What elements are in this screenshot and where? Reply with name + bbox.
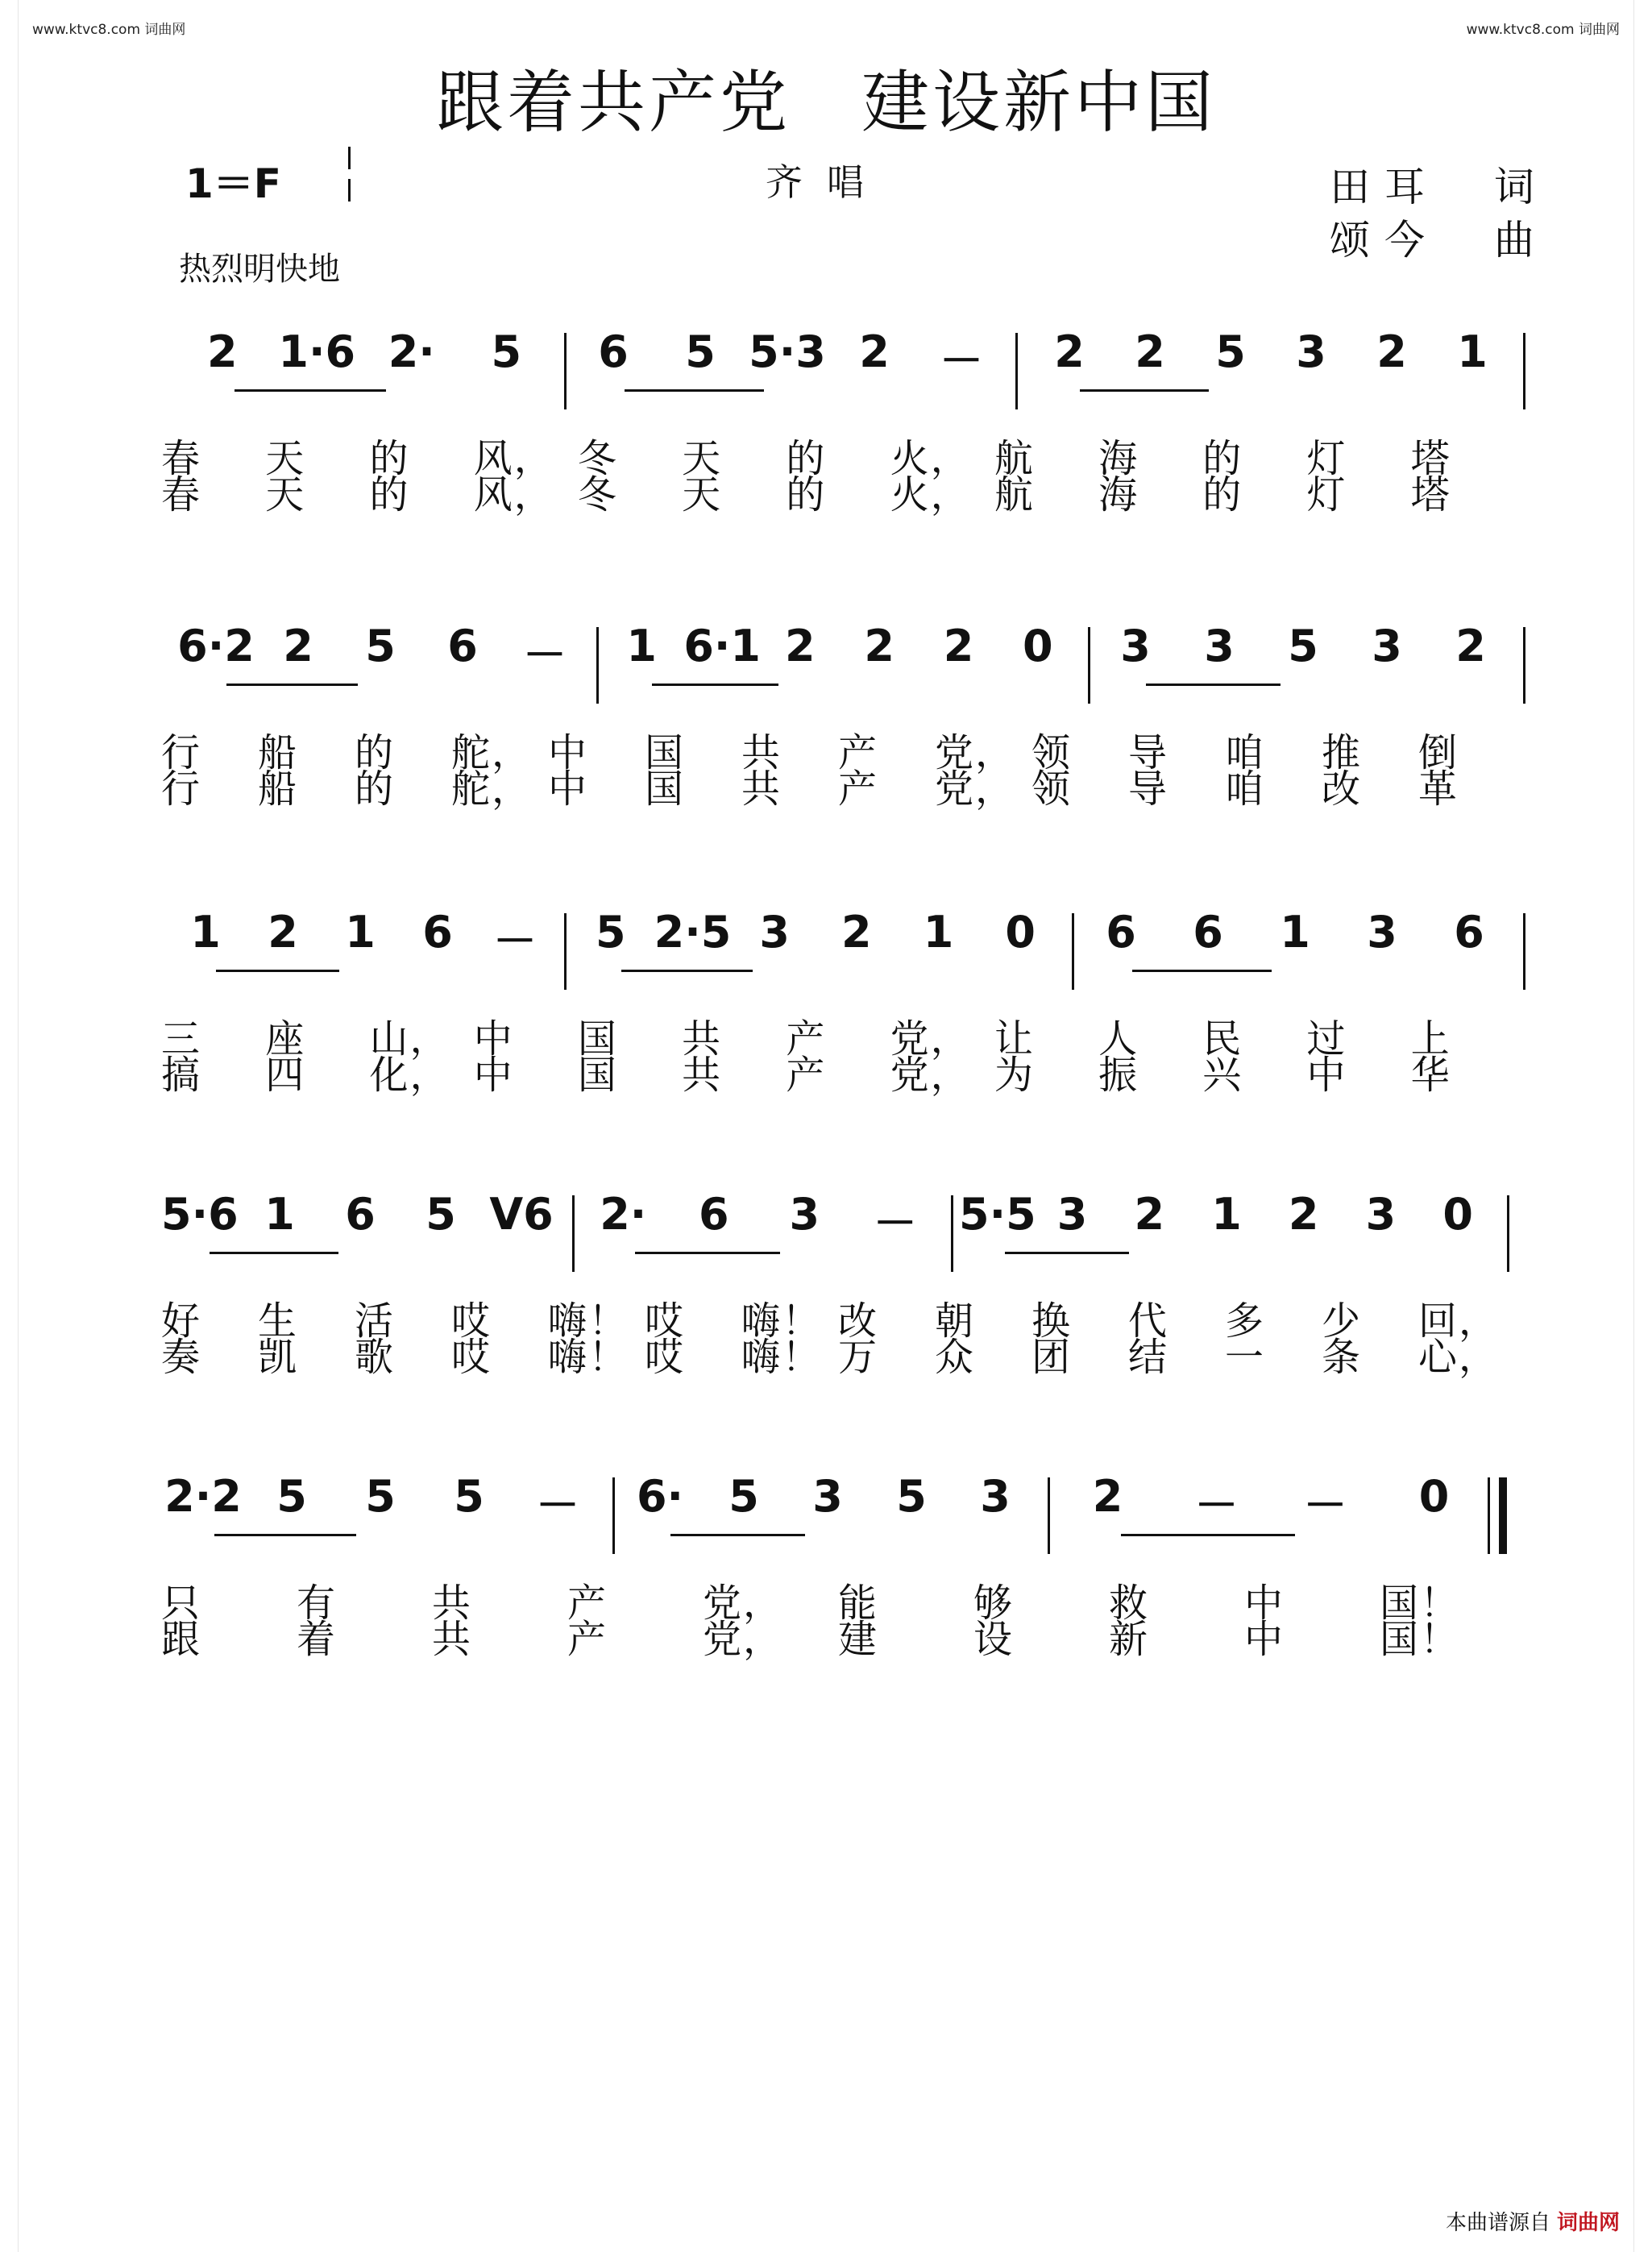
- lyric-syllable: 共: [432, 1581, 473, 1626]
- score-row: [153, 907, 1523, 1098]
- lyric-syllable: 代: [1128, 1298, 1169, 1344]
- lyric-syllable: 中: [1306, 1053, 1347, 1098]
- lyric-syllable: 哎: [451, 1335, 492, 1380]
- note: －: [536, 1480, 579, 1531]
- lyric-syllable: 少: [1322, 1298, 1363, 1344]
- note: 3: [1120, 621, 1151, 671]
- footer-brand: 词曲网: [1556, 2211, 1620, 2235]
- lyric-syllable: 灯: [1306, 472, 1347, 517]
- lyric-syllable: 党，: [890, 1016, 971, 1062]
- lyric-syllable: 火，: [890, 472, 971, 517]
- lyric-syllable: 嗨！: [741, 1298, 823, 1344]
- lyric-syllable: 党，: [703, 1581, 784, 1626]
- score-row: [153, 326, 1523, 517]
- note: 5: [425, 1189, 456, 1240]
- note: 2: [943, 621, 974, 671]
- lyric-syllable: 着: [297, 1617, 338, 1662]
- lyric-syllable: 兴: [1202, 1053, 1243, 1098]
- barline: [612, 1477, 615, 1554]
- lyric-syllable: 中: [473, 1053, 514, 1098]
- note: 1·6: [278, 326, 356, 377]
- tempo-marking: 热烈明快地: [179, 251, 340, 288]
- note: 6: [1106, 907, 1136, 958]
- barline: [1088, 627, 1090, 704]
- lyric-syllable: 搞: [161, 1053, 202, 1098]
- lyric-syllable: 国！: [1380, 1617, 1461, 1662]
- lyric-syllable: 跟: [161, 1617, 202, 1662]
- lyric-syllable: 团: [1031, 1335, 1073, 1380]
- beam-line: [214, 1534, 356, 1536]
- lyric-syllable: 新: [1109, 1617, 1150, 1662]
- lyric-syllable: 共: [682, 1053, 723, 1098]
- note: 2: [206, 326, 238, 377]
- note: 2: [283, 621, 313, 671]
- lyric-syllable: 过: [1306, 1016, 1347, 1062]
- note: 2·: [388, 326, 435, 377]
- lyric-syllable: 海: [1098, 436, 1139, 481]
- note: 6: [698, 1189, 729, 1240]
- note: 2: [864, 621, 894, 671]
- lyric-syllable: 够: [973, 1581, 1015, 1626]
- lyric-syllable: 塔: [1410, 436, 1451, 481]
- note: 5: [276, 1471, 307, 1522]
- note: 6: [1193, 907, 1223, 958]
- barline: [951, 1195, 953, 1272]
- note: 5: [1215, 326, 1246, 377]
- lyric-syllable: 设: [973, 1617, 1015, 1662]
- note: 1: [923, 907, 954, 958]
- lyric-syllable: 回，: [1418, 1298, 1500, 1344]
- beam-line: [1005, 1252, 1128, 1254]
- lyric-syllable: 只: [161, 1581, 202, 1626]
- lyric-syllable: 建: [838, 1617, 879, 1662]
- barline: [1523, 913, 1525, 990]
- lyric-syllable: 朝: [935, 1298, 976, 1344]
- note: 1: [264, 1189, 295, 1240]
- note: 6: [345, 1189, 376, 1240]
- note: 5·5: [959, 1189, 1036, 1240]
- right-margin-strip: [1633, 0, 1652, 2252]
- lyric-syllable: 天: [265, 472, 306, 517]
- beam-line: [625, 389, 764, 392]
- note: 5: [365, 1471, 396, 1522]
- note: 0: [1418, 1471, 1450, 1522]
- lyric-syllable: 船: [258, 767, 299, 812]
- note: 3: [980, 1471, 1011, 1522]
- lyric-syllable: 众: [935, 1335, 976, 1380]
- lyric-syllable: 春: [161, 472, 202, 517]
- barline: [1523, 333, 1525, 409]
- note: 3: [789, 1189, 820, 1240]
- beam-line: [216, 970, 340, 972]
- beam-line: [652, 683, 778, 686]
- note: 1: [190, 907, 221, 958]
- performance-mode: 齐唱: [766, 160, 888, 204]
- barline: [564, 913, 567, 990]
- lyric-syllable: 座: [265, 1016, 306, 1062]
- lyric-syllable: 产: [567, 1617, 608, 1662]
- lyric-syllable: 行: [161, 730, 202, 775]
- footer-source: [1446, 2206, 1620, 2236]
- beam-line: [226, 683, 358, 686]
- note: 2: [1455, 621, 1486, 671]
- lyric-syllable: 上: [1410, 1016, 1451, 1062]
- note: 5: [728, 1471, 759, 1522]
- beam-line: [210, 1252, 338, 1254]
- lyric-syllable: 的: [786, 472, 827, 517]
- lyric-syllable: 共: [682, 1016, 723, 1062]
- note: 3: [1367, 907, 1397, 958]
- lyric-syllable: 的: [355, 767, 396, 812]
- beam-line: [621, 970, 753, 972]
- lyric-syllable: 的: [786, 436, 827, 481]
- note: 6·1: [683, 621, 761, 671]
- lyric-syllable: 国: [577, 1053, 618, 1098]
- note: 6: [447, 621, 478, 671]
- lyric-syllable: 嗨！: [741, 1335, 823, 1380]
- lyric-syllable: 民: [1202, 1016, 1243, 1062]
- barline: [596, 627, 599, 704]
- note: 2: [1135, 326, 1165, 377]
- lyric-syllable: 多: [1225, 1298, 1266, 1344]
- note: 2: [841, 907, 872, 958]
- lyric-syllable: 航: [994, 472, 1035, 517]
- score-row: [153, 1471, 1523, 1662]
- note: 5·6: [161, 1189, 239, 1240]
- site-watermark-left: www.ktvc8.com 词曲网: [32, 22, 186, 38]
- note: 1: [1457, 326, 1488, 377]
- note: 0: [1023, 621, 1053, 671]
- lyric-syllable: 党，: [935, 767, 1016, 812]
- note: 5: [685, 326, 716, 377]
- lyric-syllable: 的: [369, 436, 410, 481]
- lyric-syllable: 塔: [1410, 472, 1451, 517]
- note: 1: [345, 907, 376, 958]
- note: 5: [596, 907, 626, 958]
- final-barline: [1499, 1477, 1507, 1554]
- lyric-syllable: 推: [1322, 730, 1363, 775]
- lyric-syllable: 咱: [1225, 767, 1266, 812]
- lyric-syllable: 万: [838, 1335, 879, 1380]
- lyric-syllable: 党，: [703, 1617, 784, 1662]
- lyric-syllable: 冬: [577, 472, 618, 517]
- lyric-syllable: 中: [548, 730, 589, 775]
- note: 3: [1056, 1189, 1088, 1240]
- barline: [1015, 333, 1018, 409]
- note: 0: [1442, 1189, 1473, 1240]
- barline: [1523, 627, 1525, 704]
- lyric-syllable: 火，: [890, 436, 971, 481]
- lyric-syllable: 一: [1225, 1335, 1266, 1380]
- lyric-syllable: 舵，: [451, 767, 533, 812]
- lyric-syllable: 导: [1128, 730, 1169, 775]
- lyric-syllable: 改: [838, 1298, 879, 1344]
- lyric-syllable: 的: [355, 730, 396, 775]
- lyric-syllable: 的: [369, 472, 410, 517]
- lyric-syllable: 共: [741, 730, 782, 775]
- lyric-syllable: 心，: [1418, 1335, 1500, 1380]
- beam-line: [1146, 683, 1280, 686]
- lyric-syllable: 让: [994, 1016, 1035, 1062]
- lyric-syllable: 国: [577, 1016, 618, 1062]
- beam-line: [670, 1534, 804, 1536]
- note: 2: [1054, 326, 1085, 377]
- note: 0: [1005, 907, 1036, 958]
- lyric-syllable: 条: [1322, 1335, 1363, 1380]
- note: －: [1194, 1480, 1239, 1531]
- lyric-syllable: 天: [682, 472, 723, 517]
- lyric-syllable: 哎: [451, 1298, 492, 1344]
- note: －: [493, 916, 537, 966]
- note: 6: [598, 326, 629, 377]
- lyric-syllable: 共: [432, 1617, 473, 1662]
- note: －: [873, 1198, 917, 1249]
- note: 5: [454, 1471, 484, 1522]
- note: V6: [489, 1189, 554, 1240]
- lyric-syllable: 的: [1202, 472, 1243, 517]
- lyric-syllable: 中: [1244, 1617, 1285, 1662]
- beam-line: [1121, 1534, 1295, 1536]
- lyric-syllable: 化，: [369, 1053, 450, 1098]
- lyric-syllable: 为: [994, 1053, 1035, 1098]
- lyric-syllable: 天: [682, 436, 723, 481]
- score-row: [153, 621, 1523, 812]
- lyric-syllable: 国: [645, 730, 686, 775]
- note: 2·: [600, 1189, 647, 1240]
- note: 2: [1134, 1189, 1165, 1240]
- lyric-syllable: 咱: [1225, 730, 1266, 775]
- note: 3: [812, 1471, 843, 1522]
- score-row: [153, 1189, 1523, 1380]
- lyric-syllable: 党，: [935, 730, 1016, 775]
- lyric-syllable: 哎: [645, 1335, 686, 1380]
- lyric-syllable: 三: [161, 1016, 202, 1062]
- lyric-syllable: 华: [1410, 1053, 1451, 1098]
- lyric-syllable: 产: [567, 1581, 608, 1626]
- site-watermark-right: www.ktvc8.com 词曲网: [1466, 22, 1620, 38]
- footer-source-label: 本曲谱源自: [1445, 2211, 1550, 2235]
- key-signature: 1＝F: [185, 160, 281, 207]
- beam-line: [235, 389, 386, 392]
- left-margin-strip: [0, 0, 19, 2252]
- barline: [1072, 913, 1074, 990]
- note: 3: [1204, 621, 1235, 671]
- lyric-syllable: 行: [161, 767, 202, 812]
- lyric-syllable: 四: [265, 1053, 306, 1098]
- lyric-syllable: 人: [1098, 1016, 1139, 1062]
- lyric-syllable: 国！: [1380, 1581, 1461, 1626]
- note: 2: [785, 621, 816, 671]
- note: 3: [759, 907, 790, 958]
- lyric-syllable: 振: [1098, 1053, 1139, 1098]
- note: 3: [1365, 1189, 1397, 1240]
- note: 6·2: [177, 621, 255, 671]
- lyric-syllable: 中: [1244, 1581, 1285, 1626]
- note: 1: [1280, 907, 1310, 958]
- lyric-syllable: 改: [1322, 767, 1363, 812]
- lyric-syllable: 嗨！: [548, 1335, 629, 1380]
- lyric-syllable: 产: [838, 767, 879, 812]
- note: 6: [422, 907, 453, 958]
- lyric-syllable: 有: [297, 1581, 338, 1626]
- lyric-syllable: 歌: [355, 1335, 396, 1380]
- lyric-syllable: 航: [994, 436, 1035, 481]
- lyric-syllable: 产: [838, 730, 879, 775]
- lyric-syllable: 产: [786, 1053, 827, 1098]
- barline: [1507, 1195, 1509, 1272]
- beam-line: [1080, 389, 1209, 392]
- note: 5: [896, 1471, 927, 1522]
- lyric-syllable: 救: [1109, 1581, 1150, 1626]
- note: 2·5: [654, 907, 732, 958]
- lyric-syllable: 舵，: [451, 730, 533, 775]
- note: －: [940, 335, 983, 386]
- lyric-syllable: 能: [838, 1581, 879, 1626]
- time-signature-marks: [337, 143, 361, 208]
- lyric-syllable: 导: [1128, 767, 1169, 812]
- lyric-syllable: 产: [786, 1016, 827, 1062]
- lyric-syllable: 共: [741, 767, 782, 812]
- lyric-syllable: 凯: [258, 1335, 299, 1380]
- lyric-syllable: 结: [1128, 1335, 1169, 1380]
- lyric-syllable: 灯: [1306, 436, 1347, 481]
- note: 2: [268, 907, 298, 958]
- barline: [1048, 1477, 1050, 1554]
- note: 6: [1454, 907, 1484, 958]
- lyric-syllable: 哎: [645, 1298, 686, 1344]
- note: 2: [1092, 1471, 1123, 1522]
- lyric-syllable: 海: [1098, 472, 1139, 517]
- lyric-syllable: 嗨！: [548, 1298, 629, 1344]
- lyric-syllable: 的: [1202, 436, 1243, 481]
- lyric-syllable: 山，: [369, 1016, 450, 1062]
- composer-credit: 颂今 曲: [1330, 217, 1549, 264]
- barline: [572, 1195, 575, 1272]
- lyric-syllable: 中: [548, 767, 589, 812]
- lyric-syllable: 春: [161, 436, 202, 481]
- beam-line: [635, 1252, 780, 1254]
- lyric-syllable: 党，: [890, 1053, 971, 1098]
- lyricist-credit: 田耳 词: [1330, 164, 1549, 210]
- lyric-syllable: 生: [258, 1298, 299, 1344]
- note: 2: [859, 326, 890, 377]
- lyric-syllable: 领: [1031, 767, 1073, 812]
- lyric-syllable: 活: [355, 1298, 396, 1344]
- lyric-syllable: 天: [265, 436, 306, 481]
- lyric-syllable: 换: [1031, 1298, 1073, 1344]
- lyric-syllable: 中: [473, 1016, 514, 1062]
- note: 5: [1288, 621, 1318, 671]
- lyric-syllable: 好: [161, 1298, 202, 1344]
- lyric-syllable: 领: [1031, 730, 1073, 775]
- note: －: [1303, 1480, 1347, 1531]
- lyric-syllable: 风，: [473, 472, 554, 517]
- final-barline-thin: [1488, 1477, 1490, 1554]
- note: 1: [1211, 1189, 1242, 1240]
- note: 2: [1288, 1189, 1319, 1240]
- note: 1: [626, 621, 657, 671]
- lyric-syllable: 国: [645, 767, 686, 812]
- lyric-syllable: 奏: [161, 1335, 202, 1380]
- lyric-syllable: 船: [258, 730, 299, 775]
- lyric-syllable: 倒: [1418, 730, 1459, 775]
- note: 3: [1296, 326, 1326, 377]
- note: 3: [1372, 621, 1402, 671]
- lyric-syllable: 冬: [577, 436, 618, 481]
- note: 2: [1376, 326, 1407, 377]
- page-title: 跟着共产党 建设新中国: [435, 63, 1216, 142]
- note: 6·: [636, 1471, 684, 1522]
- note: 2·2: [164, 1471, 242, 1522]
- note: 5: [491, 326, 522, 377]
- note: 5: [365, 621, 396, 671]
- barline: [564, 333, 567, 409]
- beam-line: [1132, 970, 1272, 972]
- note: －: [523, 629, 567, 680]
- lyric-syllable: 革: [1418, 767, 1459, 812]
- note: 5·3: [749, 326, 826, 377]
- lyric-syllable: 风，: [473, 436, 554, 481]
